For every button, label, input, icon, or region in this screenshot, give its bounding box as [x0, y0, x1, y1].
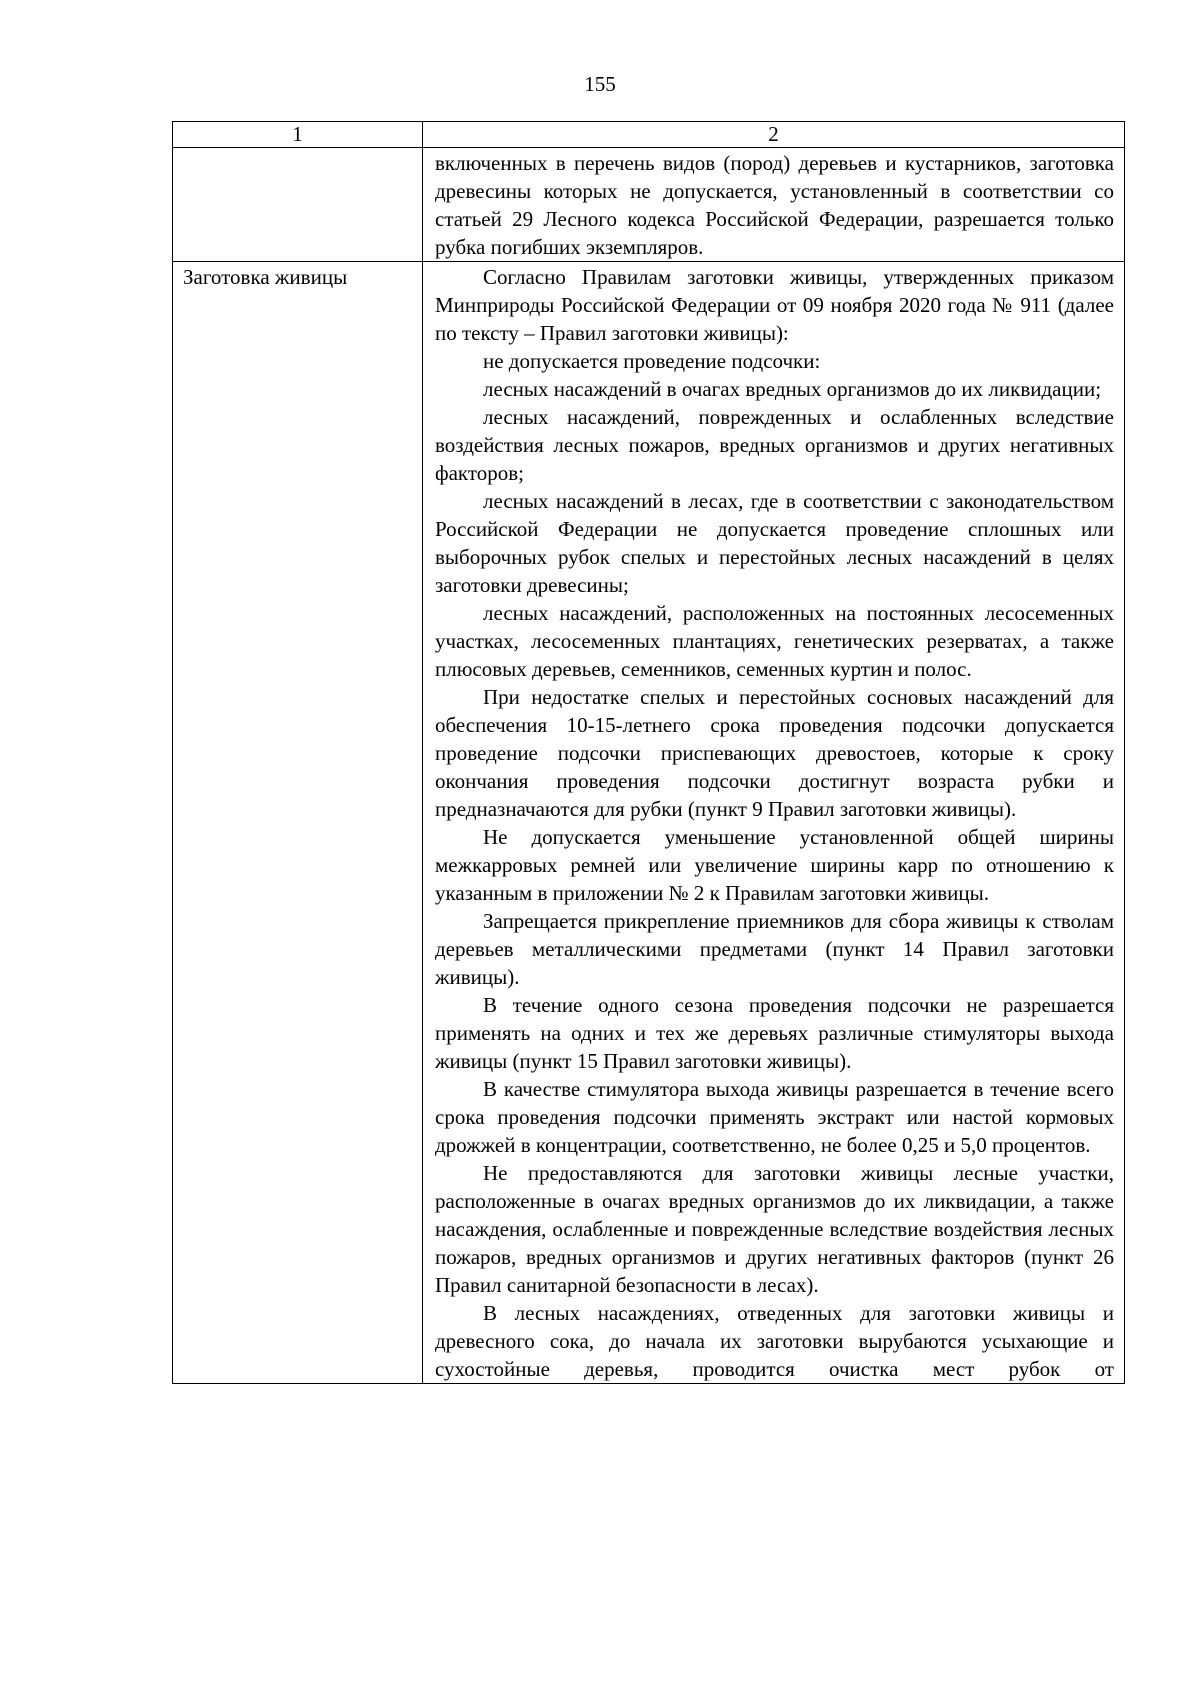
column-header-2: 2 — [423, 122, 1125, 148]
column-header-1: 1 — [173, 122, 423, 148]
paragraph: лесных насаждений в очагах вредных организмов до их ликвидации; — [483, 377, 1102, 401]
regulation-table — [172, 121, 1125, 1384]
row-label: Заготовка живицы — [173, 262, 423, 1384]
row-content — [423, 148, 1125, 262]
paragraph: Запрещается прикрепление приемников для сбора живицы к стволам деревьев металлическими предметами (пункт 14 Правил заготовки живицы). — [435, 909, 1114, 989]
paragraph: не допускается проведение подсочки: — [483, 349, 821, 373]
row-content — [423, 262, 1125, 1384]
paragraph: Не предоставляются для заготовки живицы лесные участки, расположенные в очагах вредных организмов до их ликвидации, а также насаждения, ослабленные и поврежденные вследствие воздействия лесных пожаров, вредных организмов и других негативных факторов (пункт 26 Правил санитарной безопасности в лесах). — [435, 1161, 1114, 1297]
paragraph: лесных насаждений в лесах, где в соответствии с законодательством Российской Федерации не допускается проведение сплошных или выборочных рубок спелых и перестойных лесных насаждений в целях заготовки древесины; — [435, 489, 1114, 597]
table-row-resin-harvesting — [173, 262, 1125, 1384]
table-row-continuation — [173, 148, 1125, 262]
paragraph: Не допускается уменьшение установленной общей ширины межкарровых ремней или увеличение ширины карр по отношению к указанным в приложении № 2 к Правилам заготовки живицы. — [435, 825, 1114, 905]
paragraph: включенных в перечень видов (пород) деревьев и кустарников, заготовка древесины которых не допускается, установленный в соответствии со статьей 29 Лесного кодекса Российской Федерации, разрешается только рубка погибших экземпляров. — [435, 151, 1114, 259]
table-header-row — [173, 122, 1125, 148]
paragraph: В качестве стимулятора выхода живицы разрешается в течение всего срока проведения подсочки применять экстракт или настой кормовых дрожжей в концентрации, соответственно, не более 0,25 и 5,0 процентов. — [435, 1077, 1114, 1157]
paragraph: Согласно Правилам заготовки живицы, утвержденных приказом Минприроды Российской Федерации от 09 ноября 2020 года № 911 (далее по тексту – Правил заготовки живицы): — [435, 265, 1114, 345]
row-label — [173, 148, 423, 262]
paragraph: При недостатке спелых и перестойных сосновых насаждений для обеспечения 10-15-летнего срока проведения подсочки допускается проведение подсочки приспевающих древостоев, которые к сроку окончания проведения подсочки достигнут возраста рубки и предназначаются для рубки (пункт 9 Правил заготовки живицы). — [435, 685, 1114, 821]
paragraph: лесных насаждений, расположенных на постоянных лесосеменных участках, лесосеменных плантациях, генетических резерватах, а также плюсовых деревьев, семенников, семенных куртин и полос. — [435, 601, 1114, 681]
paragraph: В течение одного сезона проведения подсочки не разрешается применять на одних и тех же деревьях различные стимуляторы выхода живицы (пункт 15 Правил заготовки живицы). — [435, 993, 1114, 1073]
paragraph-continues: В лесных насаждениях, отведенных для заготовки живицы и древесного сока, до начала их заготовки вырубаются усыхающие и сухостойные деревья, проводится очистка мест рубок от — [435, 1301, 1114, 1381]
page-number: 155 — [584, 72, 616, 96]
paragraph: лесных насаждений, поврежденных и ослабленных вследствие воздействия лесных пожаров, вредных организмов и других негативных факторов; — [435, 405, 1114, 485]
